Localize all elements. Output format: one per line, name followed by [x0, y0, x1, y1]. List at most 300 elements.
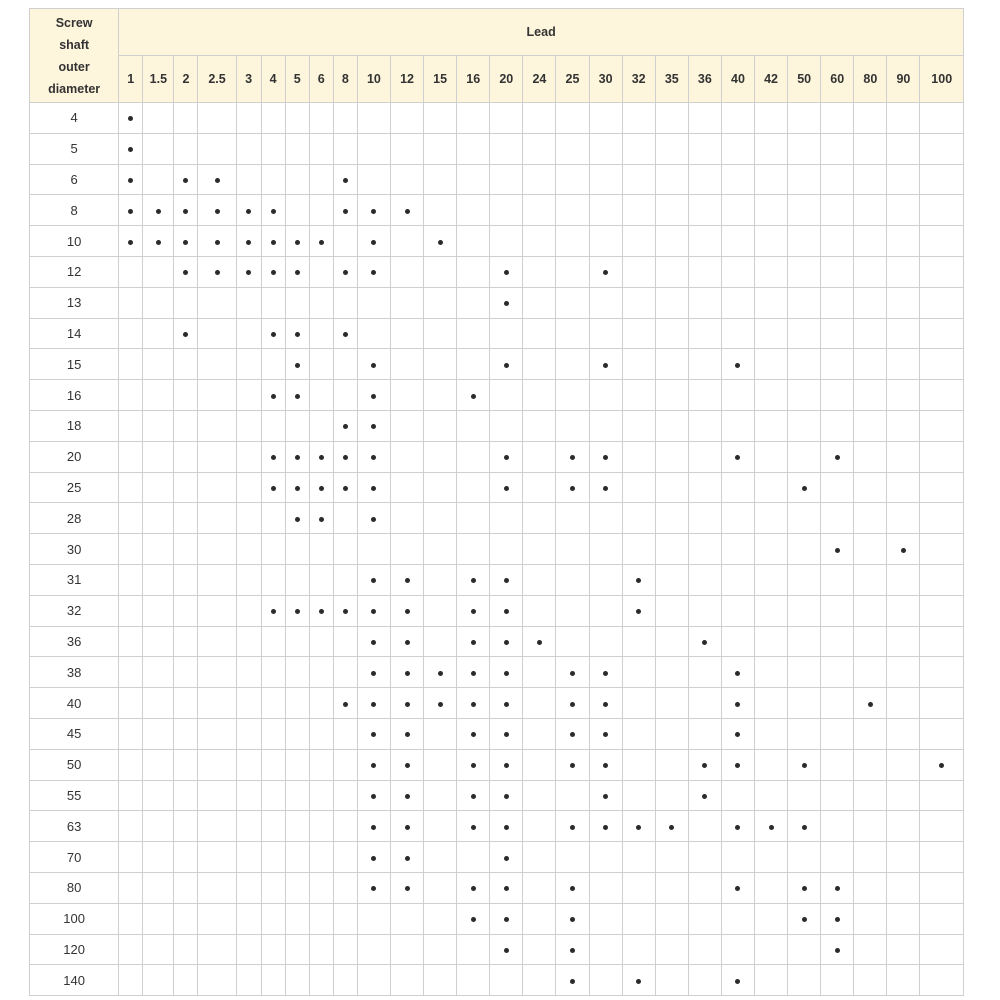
lead-cell [390, 688, 423, 719]
lead-cell [357, 503, 390, 534]
lead-cell [920, 595, 964, 626]
lead-cell [490, 441, 523, 472]
lead-cell [721, 965, 754, 996]
lead-cell [198, 226, 236, 257]
lead-cell [390, 349, 423, 380]
availability-dot-icon [504, 825, 509, 830]
lead-cell [755, 503, 788, 534]
lead-cell [622, 965, 655, 996]
lead-cell [285, 564, 309, 595]
lead-cell [309, 318, 333, 349]
lead-cell [390, 657, 423, 688]
lead-cell [887, 226, 920, 257]
lead-cell [920, 410, 964, 441]
availability-dot-icon [371, 732, 376, 737]
lead-cell [174, 195, 198, 226]
diameter-cell: 45 [30, 718, 119, 749]
lead-cell [556, 164, 589, 195]
lead-cell [490, 103, 523, 134]
lead-cell [198, 195, 236, 226]
lead-header-2-5: 2.5 [198, 56, 236, 103]
lead-cell [523, 872, 556, 903]
lead-cell [309, 657, 333, 688]
lead-cell [333, 503, 357, 534]
lead-cell [390, 842, 423, 873]
lead-cell [236, 349, 261, 380]
lead-cell [788, 226, 821, 257]
diameter-cell: 8 [30, 195, 119, 226]
table-row [30, 133, 964, 164]
lead-cell [854, 103, 887, 134]
lead-cell [688, 503, 721, 534]
lead-cell [261, 872, 285, 903]
lead-cell [333, 534, 357, 565]
availability-dot-icon [603, 732, 608, 737]
availability-dot-icon [371, 517, 376, 522]
lead-cell [655, 657, 688, 688]
lead-cell [920, 103, 964, 134]
lead-cell [357, 164, 390, 195]
lead-cell [174, 226, 198, 257]
lead-cell [309, 842, 333, 873]
lead-cell [424, 688, 457, 719]
lead-cell [920, 534, 964, 565]
availability-dot-icon [702, 794, 707, 799]
lead-cell [755, 749, 788, 780]
lead-cell [523, 564, 556, 595]
lead-cell [174, 657, 198, 688]
lead-cell [357, 534, 390, 565]
lead-cell [821, 626, 854, 657]
lead-cell [622, 842, 655, 873]
lead-cell [357, 564, 390, 595]
lead-cell [589, 934, 622, 965]
lead-cell [523, 287, 556, 318]
lead-cell [390, 103, 423, 134]
lead-cell [854, 534, 887, 565]
lead-cell [261, 811, 285, 842]
availability-dot-icon [471, 609, 476, 614]
lead-cell [589, 256, 622, 287]
lead-cell [854, 472, 887, 503]
lead-cell [622, 749, 655, 780]
lead-cell [119, 534, 143, 565]
lead-cell [821, 133, 854, 164]
availability-dot-icon [371, 702, 376, 707]
availability-dot-icon [295, 517, 300, 522]
lead-cell [424, 780, 457, 811]
lead-cell [688, 595, 721, 626]
availability-dot-icon [295, 486, 300, 491]
lead-cell [721, 595, 754, 626]
availability-dot-icon [735, 825, 740, 830]
lead-cell [261, 349, 285, 380]
lead-header-2: 2 [174, 56, 198, 103]
lead-cell [688, 318, 721, 349]
lead-cell [119, 595, 143, 626]
lead-cell [755, 626, 788, 657]
lead-cell [755, 287, 788, 318]
availability-dot-icon [504, 886, 509, 891]
lead-cell [721, 626, 754, 657]
lead-cell [174, 626, 198, 657]
lead-cell [920, 564, 964, 595]
lead-cell [309, 195, 333, 226]
lead-cell [490, 534, 523, 565]
lead-cell [788, 811, 821, 842]
lead-cell [357, 256, 390, 287]
lead-cell [854, 195, 887, 226]
lead-cell [490, 934, 523, 965]
lead-cell [589, 749, 622, 780]
lead-cell [424, 195, 457, 226]
lead-cell [143, 380, 174, 411]
availability-dot-icon [603, 486, 608, 491]
lead-cell [589, 657, 622, 688]
availability-dot-icon [835, 917, 840, 922]
lead-cell [143, 934, 174, 965]
lead-cell [556, 811, 589, 842]
lead-cell [688, 965, 721, 996]
lead-cell [688, 564, 721, 595]
lead-cell [490, 965, 523, 996]
availability-dot-icon [570, 671, 575, 676]
availability-dot-icon [471, 886, 476, 891]
lead-cell [357, 226, 390, 257]
lead-cell [854, 842, 887, 873]
availability-dot-icon [295, 609, 300, 614]
availability-dot-icon [405, 763, 410, 768]
lead-cell [309, 626, 333, 657]
lead-cell [688, 164, 721, 195]
lead-cell [788, 410, 821, 441]
availability-dot-icon [603, 363, 608, 368]
lead-cell [174, 503, 198, 534]
availability-dot-icon [295, 332, 300, 337]
lead-cell [721, 226, 754, 257]
table-row [30, 842, 964, 873]
lead-cell [333, 441, 357, 472]
lead-cell [236, 872, 261, 903]
availability-dot-icon [504, 763, 509, 768]
lead-cell [589, 410, 622, 441]
lead-cell [589, 226, 622, 257]
lead-cell [821, 410, 854, 441]
lead-cell [357, 934, 390, 965]
diameter-cell: 40 [30, 688, 119, 719]
lead-cell [285, 780, 309, 811]
availability-dot-icon [570, 702, 575, 707]
lead-cell [920, 133, 964, 164]
lead-cell [457, 564, 490, 595]
lead-cell [755, 349, 788, 380]
lead-header-50: 50 [788, 56, 821, 103]
lead-cell [920, 164, 964, 195]
lead-cell [887, 872, 920, 903]
availability-dot-icon [271, 486, 276, 491]
lead-cell [655, 410, 688, 441]
lead-header-4: 4 [261, 56, 285, 103]
lead-cell [236, 534, 261, 565]
lead-cell [788, 103, 821, 134]
lead-cell [457, 195, 490, 226]
lead-cell [457, 472, 490, 503]
availability-dot-icon [504, 671, 509, 676]
lead-cell [309, 103, 333, 134]
lead-cell [523, 164, 556, 195]
lead-cell [920, 472, 964, 503]
lead-cell [424, 472, 457, 503]
lead-cell [390, 472, 423, 503]
lead-cell [556, 749, 589, 780]
lead-cell [285, 842, 309, 873]
lead-cell [174, 688, 198, 719]
lead-cell [143, 318, 174, 349]
lead-cell [788, 195, 821, 226]
lead-cell [688, 626, 721, 657]
lead-cell [622, 410, 655, 441]
lead-cell [755, 965, 788, 996]
lead-cell [589, 195, 622, 226]
availability-dot-icon [636, 578, 641, 583]
lead-cell [490, 718, 523, 749]
lead-cell [655, 133, 688, 164]
lead-cell [788, 657, 821, 688]
lead-cell [357, 657, 390, 688]
lead-cell [788, 626, 821, 657]
lead-cell [490, 688, 523, 719]
diameter-cell: 36 [30, 626, 119, 657]
table-row [30, 256, 964, 287]
lead-cell [174, 749, 198, 780]
lead-cell [285, 749, 309, 780]
lead-cell [174, 718, 198, 749]
lead-header-100: 100 [920, 56, 964, 103]
lead-cell [198, 534, 236, 565]
lead-cell [357, 718, 390, 749]
availability-dot-icon [835, 886, 840, 891]
availability-dot-icon [371, 609, 376, 614]
lead-cell [261, 472, 285, 503]
lead-cell [285, 318, 309, 349]
lead-cell [721, 380, 754, 411]
lead-cell [788, 503, 821, 534]
lead-cell [309, 380, 333, 411]
lead-cell [755, 718, 788, 749]
availability-dot-icon [371, 825, 376, 830]
lead-cell [755, 164, 788, 195]
lead-cell [622, 872, 655, 903]
lead-cell [424, 749, 457, 780]
availability-dot-icon [183, 178, 188, 183]
lead-cell [655, 380, 688, 411]
availability-dot-icon [835, 548, 840, 553]
lead-cell [261, 657, 285, 688]
lead-cell [457, 318, 490, 349]
lead-cell [556, 657, 589, 688]
lead-cell [285, 195, 309, 226]
lead-cell [622, 534, 655, 565]
lead-cell [490, 287, 523, 318]
availability-dot-icon [669, 825, 674, 830]
diameter-cell: 50 [30, 749, 119, 780]
availability-dot-icon [504, 732, 509, 737]
lead-cell [285, 657, 309, 688]
table-row [30, 626, 964, 657]
lead-cell [589, 688, 622, 719]
lead-cell [490, 349, 523, 380]
availability-dot-icon [471, 763, 476, 768]
lead-cell [788, 934, 821, 965]
lead-cell [285, 349, 309, 380]
availability-dot-icon [215, 178, 220, 183]
diameter-cell: 32 [30, 595, 119, 626]
lead-cell [755, 380, 788, 411]
lead-cell [333, 564, 357, 595]
lead-cell [333, 195, 357, 226]
lead-cell [236, 780, 261, 811]
lead-cell [490, 811, 523, 842]
availability-dot-icon [504, 640, 509, 645]
lead-cell [236, 626, 261, 657]
lead-cell [143, 349, 174, 380]
lead-cell [198, 718, 236, 749]
lead-cell [920, 657, 964, 688]
table-row [30, 195, 964, 226]
lead-cell [333, 380, 357, 411]
lead-cell [424, 318, 457, 349]
lead-cell [457, 903, 490, 934]
lead-cell [390, 503, 423, 534]
lead-cell [424, 811, 457, 842]
lead-cell [721, 318, 754, 349]
lead-header-5: 5 [285, 56, 309, 103]
availability-dot-icon [295, 394, 300, 399]
availability-dot-icon [295, 270, 300, 275]
lead-cell [556, 133, 589, 164]
availability-dot-icon [343, 209, 348, 214]
lead-cell [655, 872, 688, 903]
lead-cell [854, 934, 887, 965]
lead-cell [424, 410, 457, 441]
lead-cell [143, 903, 174, 934]
availability-dot-icon [504, 270, 509, 275]
lead-cell [236, 441, 261, 472]
availability-dot-icon [471, 917, 476, 922]
table-row [30, 780, 964, 811]
lead-cell [174, 965, 198, 996]
lead-cell [755, 441, 788, 472]
lead-header-24: 24 [523, 56, 556, 103]
lead-cell [688, 133, 721, 164]
availability-dot-icon [471, 825, 476, 830]
table-row [30, 811, 964, 842]
availability-dot-icon [319, 455, 324, 460]
lead-cell [333, 842, 357, 873]
lead-cell [119, 688, 143, 719]
diameter-cell: 25 [30, 472, 119, 503]
lead-cell [523, 472, 556, 503]
lead-cell [755, 103, 788, 134]
diameter-cell: 13 [30, 287, 119, 318]
lead-cell [523, 626, 556, 657]
lead-cell [236, 380, 261, 411]
availability-dot-icon [735, 979, 740, 984]
lead-cell [285, 872, 309, 903]
lead-cell [920, 718, 964, 749]
lead-cell [788, 380, 821, 411]
lead-cell [333, 872, 357, 903]
lead-cell [333, 934, 357, 965]
table-row [30, 534, 964, 565]
lead-header-30: 30 [589, 56, 622, 103]
availability-dot-icon [939, 763, 944, 768]
lead-cell [920, 749, 964, 780]
lead-header-36: 36 [688, 56, 721, 103]
diameter-cell: 28 [30, 503, 119, 534]
availability-dot-icon [246, 209, 251, 214]
lead-cell [198, 688, 236, 719]
lead-cell [821, 380, 854, 411]
diameter-cell: 140 [30, 965, 119, 996]
table-row [30, 287, 964, 318]
lead-cell [622, 934, 655, 965]
lead-cell [523, 749, 556, 780]
lead-cell [688, 349, 721, 380]
lead-cell [589, 103, 622, 134]
lead-cell [721, 749, 754, 780]
lead-cell [854, 657, 887, 688]
lead-cell [655, 349, 688, 380]
lead-cell [887, 380, 920, 411]
lead-cell [333, 749, 357, 780]
lead-cell [424, 564, 457, 595]
availability-dot-icon [343, 332, 348, 337]
lead-cell [622, 626, 655, 657]
availability-dot-icon [702, 763, 707, 768]
lead-cell [887, 195, 920, 226]
availability-dot-icon [215, 240, 220, 245]
lead-cell [589, 780, 622, 811]
lead-cell [622, 657, 655, 688]
lead-cell [755, 318, 788, 349]
availability-dot-icon [735, 455, 740, 460]
lead-cell [357, 349, 390, 380]
lead-cell [424, 103, 457, 134]
availability-dot-icon [802, 486, 807, 491]
lead-cell [174, 934, 198, 965]
lead-cell [755, 811, 788, 842]
lead-cell [788, 749, 821, 780]
lead-cell [556, 965, 589, 996]
lead-cell [854, 749, 887, 780]
row-header-label-line: outer [58, 59, 90, 74]
lead-cell [821, 287, 854, 318]
lead-cell [198, 626, 236, 657]
lead-cell [261, 934, 285, 965]
lead-cell [309, 441, 333, 472]
lead-cell [143, 534, 174, 565]
lead-cell [457, 287, 490, 318]
lead-cell [688, 534, 721, 565]
lead-cell [143, 441, 174, 472]
availability-dot-icon [735, 671, 740, 676]
lead-cell [523, 195, 556, 226]
lead-cell [390, 318, 423, 349]
lead-cell [333, 472, 357, 503]
availability-dot-icon [405, 794, 410, 799]
lead-cell [821, 318, 854, 349]
